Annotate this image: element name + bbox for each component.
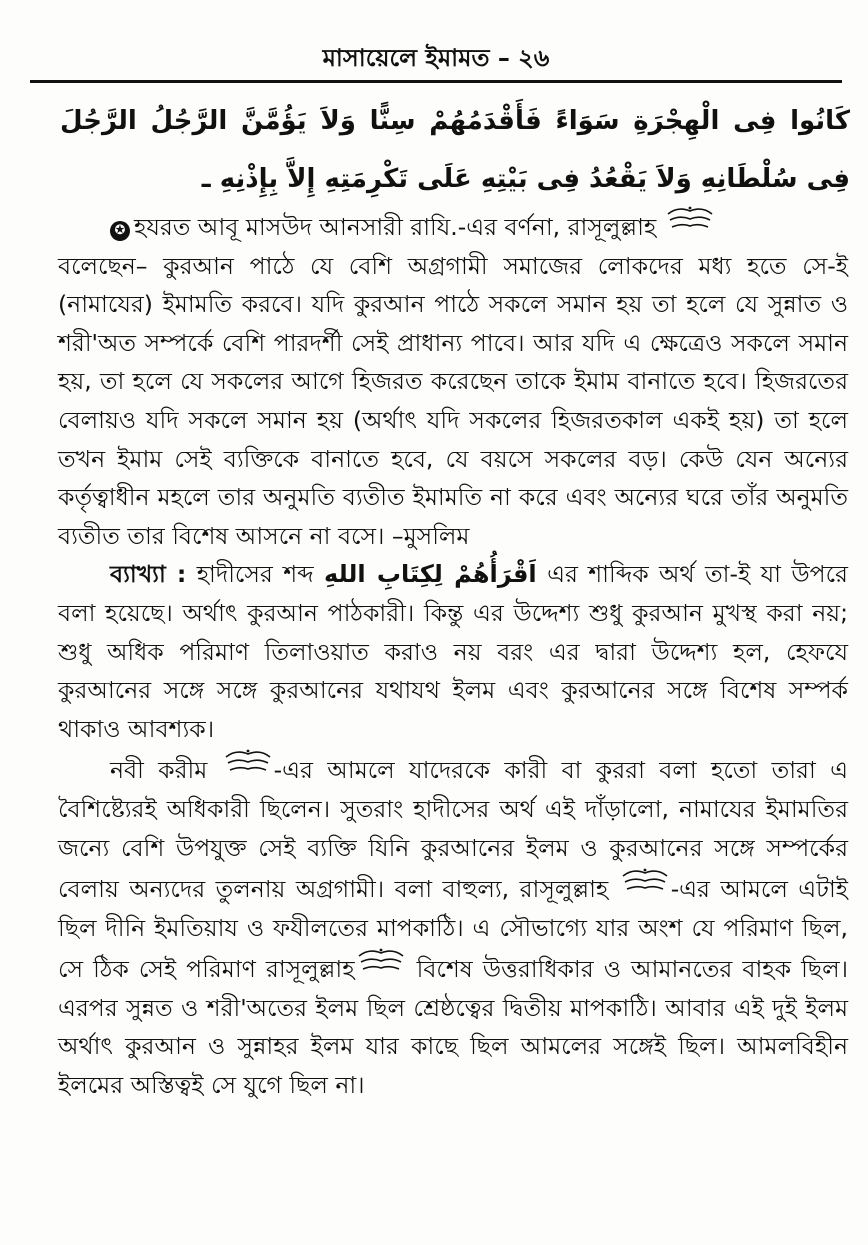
para3-text-d: বিশেষ উত্তরাধিকার ও আমানতের বাহক ছিল। এরপর সুন্নত ও শরী'অতের ইলম ছিল শ্রেষ্ঠত্বের দ্বিতীয় মাপকাঠি। আবার এই দুই ইলম অর্থাৎ কুরআন ও সুন্নাহর ইলম যার কাছে ছিল আমলের সঙ্গেই ছিল। আমলবিহীন ইলমের অস্তিত্বই সে যুগে ছিল না। bbox=[58, 955, 848, 1100]
para3-text-b: -এর আমলে যাদেরকে কারী বা কুররা বলা হতো তারা এ বৈশিষ্ট্যেরই অধিকারী ছিলেন। সুতরাং হাদীসের অর্থ এই দাঁড়ালো, নামাযের ইমামতির জন্যে বেশি উপযুক্ত সেই ব্যক্তি যিনি কুরআনের ইলম ও কুরআনের সঙ্গে সম্পর্কের বেলায় অন্যদের তুলনায় অগ্রগামী। বলা বাহুল্য, রাসূলুল্লাহ bbox=[58, 756, 848, 904]
para2-text-b: এর শাব্দিক অর্থ তা-ই যা উপরে বলা হয়েছে। অর্থাৎ কুরআন পাঠকারী। কিন্তু এর উদ্দেশ্য শুধু কুরআন মুখস্থ করা নয়; শুধু অধিক পরিমাণ তিলাওয়াত করাও নয় বরং এর দ্বারা উদ্দেশ্য হল, হেফযে কুরআনের সঙ্গে সঙ্গে কুরআনের যথাযথ ইলম এবং কুরআনের সঙ্গে বিশেষ সম্পর্ক থাকাও আবশ্যক। bbox=[58, 560, 848, 743]
sallallahu-alaihi-wasallam-icon bbox=[357, 947, 405, 973]
page-header: মাসায়েলে ইমামত – ২৬ bbox=[322, 44, 550, 72]
para2-text-a: হাদীসের শব্দ bbox=[196, 560, 314, 589]
sallallahu-alaihi-wasallam-icon bbox=[666, 205, 714, 231]
paragraph-explanation bbox=[58, 555, 848, 748]
paragraph-commentary bbox=[58, 748, 848, 1104]
paragraph-hadith-translation bbox=[58, 205, 848, 555]
arabic-phrase-inline: اَقْرَأُهُمْ لِكِتَابِ اللهِ bbox=[324, 560, 537, 589]
sallallahu-alaihi-wasallam-icon bbox=[621, 867, 669, 893]
hadith-arabic-text: كَانُوا فِى الْهِجْرَةِ سَوَاءً فَأَقْدَمُهُمْ سِنًّا وَلاَ يَؤُمَّنَّ الرَّجُلُ الرَّجُلَ فِى سُلْطَانِهِ وَلاَ يَقْعُدُ فِى بَيْتِهِ عَلَى تَكْرِمَتِهِ إِلاَّ بِإِذْنِهِ ـ bbox=[60, 106, 850, 194]
para3-text-a: নবী করীম bbox=[110, 756, 208, 785]
para1-text-b: বলেছেন– কুরআন পাঠে যে বেশি অগ্রগামী সমাজের লোকদের মধ্য হতে সে-ই (নামাযের) ইমামতি করবে। যদি কুরআন পাঠে সকলে সমান হয় তা হলে যে সুন্নাত ও শরী'অত সম্পর্কে বেশি পারদর্শী সেই প্রাধান্য পাবে। আর যদি এ ক্ষেত্রেও সকলে সমান হয়, তা হলে যে সকলের আগে হিজরত করেছেন তাকে ইমাম বানাতে হবে। হিজরতের বেলায়ও যদি সকলে সমান হয় (অর্থাৎ যদি সকলের হিজরতকাল একই হয়) তা হলে তখন ইমাম সেই ব্যক্তিকে বানাতে হবে, যে বয়সে সকলের বড়। কেউ যেন অন্যের কর্তৃত্বাধীন মহলে তার অনুমতি ব্যতীত ইমামতি না করে এবং অন্যের ঘরে তাঁর অনুমতি ব্যতীত তার বিশেষ আসনে না বসে। –মুসলিম bbox=[58, 251, 848, 550]
para1-text-a: হযরত আবূ মাসউদ আনসারী রাযি.-এর বর্ণনা, রাসূলুল্লাহ bbox=[134, 213, 657, 241]
star-circle-icon: ✪ bbox=[110, 221, 130, 241]
para3-text-c: -এর আমলে এটাই ছিল দীনি ইমতিয়ায ও ফযীলতের মাপকাঠি। এ সৌভাগ্যে যার অংশ যে পরিমাণ ছিল, সে ঠিক সেই পরিমাণ রাসূলুল্লাহ bbox=[58, 875, 848, 984]
body-text bbox=[58, 205, 848, 1105]
sallallahu-alaihi-wasallam-icon bbox=[224, 748, 272, 774]
explanation-label: ব্যাখ্যা : bbox=[110, 560, 187, 589]
header-divider bbox=[30, 80, 842, 83]
